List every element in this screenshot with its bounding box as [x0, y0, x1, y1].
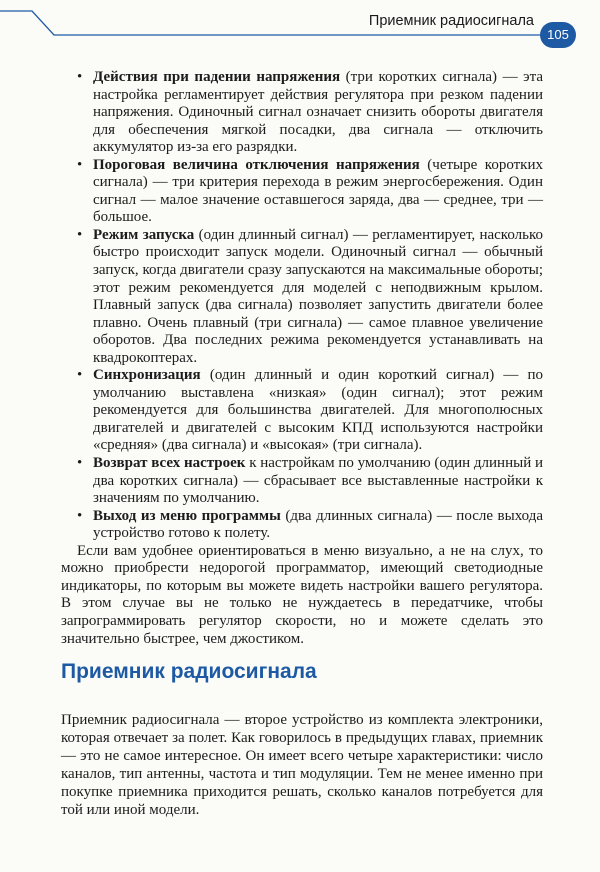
- bullet-icon: •: [77, 507, 83, 524]
- list-item-term: Синхронизация: [93, 367, 201, 384]
- main-text: [61, 69, 543, 648]
- list-item: [61, 157, 543, 227]
- list-item: [61, 69, 543, 157]
- bullet-icon: •: [77, 156, 83, 173]
- list-item-text: (три коротких сигнала) — эта настройка регламентирует действия регулятора при резком падении напряжения. Одиночный сигнал означает снизить обороты двигателя для обеспечения мягкой посадки, два сигнала — отключить аккумулятор из-за его разрядки.: [93, 69, 543, 156]
- section-heading: Приемник радиосигнала: [61, 660, 317, 683]
- list-item: [61, 455, 543, 508]
- list-item: [61, 227, 543, 367]
- bullet-icon: •: [77, 226, 83, 243]
- list-item-text: (два длинных сигнала) — после выхода устройство готово к полету.: [93, 507, 543, 542]
- settings-list: [61, 69, 543, 543]
- list-item-term: Выход из меню программы: [93, 507, 281, 524]
- list-item-term: Действия при падении напряжения: [93, 69, 341, 85]
- bullet-icon: •: [77, 69, 83, 85]
- running-title: Приемник радиосигнала: [368, 13, 534, 29]
- body-paragraph: Если вам удобнее ориентироваться в меню визуально, а не на слух, то можно приобрести недорогой программатор, имеющий светодиодные индикаторы, по которым вы можете видеть настройки вашего регулятора. В этом случае вы не только не нуждаетесь в передатчике, чтобы запрограммировать регулятор скорости, но и можете сделать это значительно быстрее, чем джостиком.: [61, 542, 543, 647]
- list-item-term: Возврат всех настроек: [93, 455, 246, 472]
- list-item: [61, 508, 543, 543]
- bullet-icon: •: [77, 455, 83, 472]
- section-paragraph: Приемник радиосигнала — второе устройство из комплекта электроники, которая отвечает за полет. Как говорилось в предыдущих главах, приемник — это не самое интересное. Он имеет всего четыре характеристики: число каналов, тип антенны, частота и тип модуляции. Тем не менее именно при покупке приемника приходится решать, сколько каналов потребуется для той или иной модели.: [61, 712, 543, 818]
- list-item-text: (четыре коротких сигнала) — три критерия перехода в режим энергосбережения. Один сигнал — малое значение оставшегося заряда, два — среднее, три — большое.: [93, 156, 543, 226]
- list-item: [61, 367, 543, 455]
- list-item-term: Режим запуска: [93, 226, 195, 243]
- list-item-text: к настройкам по умолчанию (один длинный и два коротких сигнала) — сбрасывает все выставленные настройки к значениям по умолчанию.: [93, 455, 543, 507]
- list-item-text: (один длинный и один короткий сигнал) — по умолчанию выставлена «низкая» (один сигнал); этот режим рекомендуется для большинства двигателей. Для многополюсных двигателей и двигателей с высоким КПД используются настройки «средняя» (два сигнала) и «высокая» (три сигнала).: [93, 367, 543, 454]
- bullet-icon: •: [77, 367, 83, 384]
- list-item-text: (один длинный сигнал) — регламентирует, насколько быстро происходит запуск модели. Одиночный сигнал — обычный запуск, когда двигатели сразу запускаются на максимальные обороты; этот режим рекомендуется для моделей с неподвижным крылом. Плавный запуск (два сигнала) позволяет запустить двигатели более плавно. Очень плавный (три сигнала) — самое плавное увеличение оборотов. Два последних режима рекомендуется устанавливать на квадрокоптерах.: [93, 226, 543, 366]
- page-number-badge: 105: [540, 22, 576, 48]
- list-item-term: Пороговая величина отключения напряжения: [93, 156, 420, 173]
